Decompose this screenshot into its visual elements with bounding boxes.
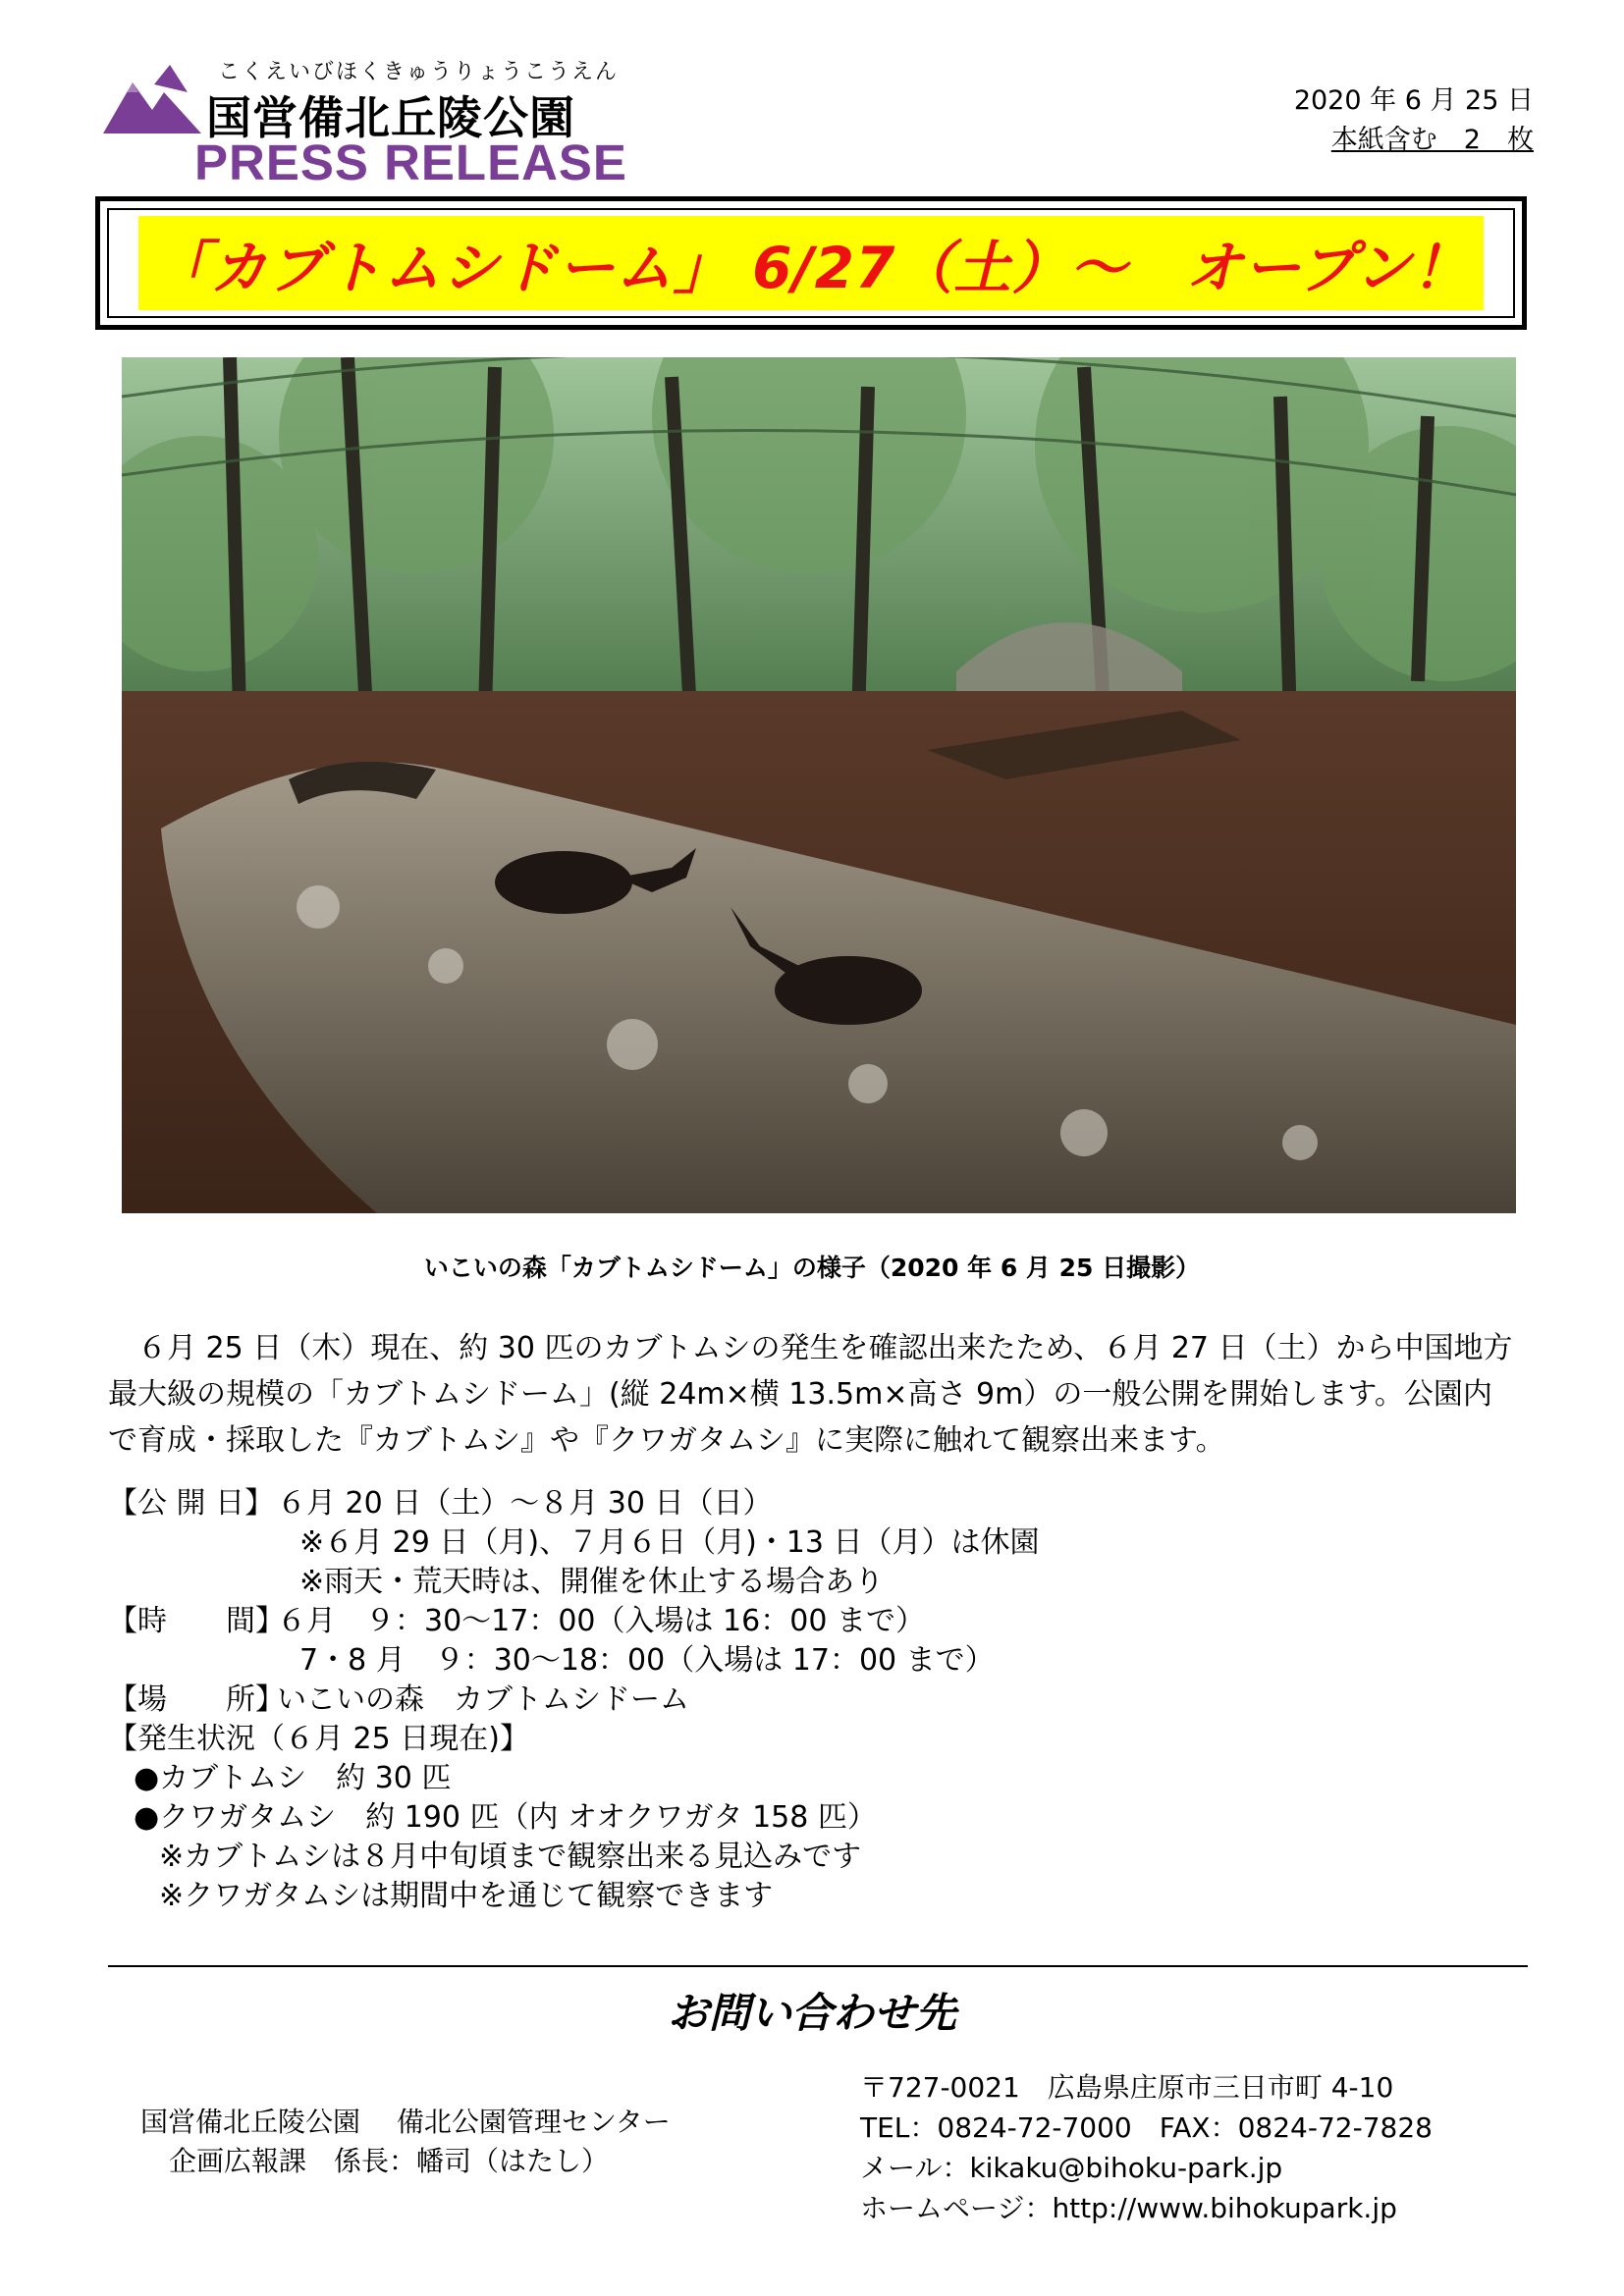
open-dates-label: 【公 開 日】 — [108, 1486, 275, 1521]
intro-line: で育成・採取した『カブトムシ』や『クワガタムシ』に実際に触れて観察出来ます。 — [108, 1423, 1225, 1458]
beetle-dome-photo — [122, 357, 1516, 1213]
beetle-note: ※カブトムシは８月中旬頃まで観察出来る見込みです — [159, 1840, 862, 1874]
divider — [108, 1965, 1528, 1967]
contact-organization: 国営備北丘陵公園 備北公園管理センター — [140, 2106, 671, 2138]
press-release-label: PRESS RELEASE — [194, 134, 627, 190]
page-count: 本紙含む 2 枚 — [1330, 125, 1534, 155]
headline: 「カブトムシドーム」 6/27（土）～ オープン！ — [138, 216, 1484, 310]
park-name-furigana: こくえいびほくきゅうりょうこうえん — [218, 60, 620, 84]
intro-paragraph — [108, 1325, 1532, 1464]
stag-beetle-note: ※クワガタムシは期間中を通じて観察できます — [159, 1879, 774, 1913]
park-name: 国営備北丘陵公園 — [206, 91, 575, 144]
hours-row — [108, 1602, 1532, 1641]
place-row — [108, 1681, 1532, 1720]
contact-tel-fax: TEL：0824-72-7000 FAX：0824-72-7828 — [860, 2111, 1433, 2144]
open-dates-value: ６月 20 日（土）～８月 30 日（日） — [277, 1486, 773, 1521]
intro-line: ６月 25 日（木）現在、約 30 匹のカブトムシの発生を確認出来たため、６月 27 日（土）から中国地方 — [108, 1331, 1513, 1365]
status-label: 【発生状況（６月 25 日現在)】 — [108, 1722, 529, 1756]
place-label: 【場 所】 — [108, 1682, 285, 1717]
contact-email: メール：kikaku@bihoku-park.jp — [860, 2152, 1283, 2184]
weather-note: ※雨天・荒天時は、開催を休止する場合あり — [299, 1565, 885, 1599]
photo-caption: いこいの森「カブトムシドーム」の様子（2020 年 6 月 25 日撮影） — [423, 1254, 1201, 1282]
park-logo-mountains-icon — [103, 63, 201, 133]
hours-june: ６月 ９：30～17：00（入場は 16：00 まで） — [277, 1604, 925, 1638]
hours-label: 【時 間】 — [108, 1604, 285, 1638]
headline-inner-frame — [107, 208, 1515, 318]
closed-days-note: ※６月 29 日（月)、７月６日（月)・13 日（月）は休園 — [299, 1525, 1040, 1560]
contact-address: 〒727-0021 広島県庄原市三日市町 4-10 — [860, 2071, 1394, 2104]
place-value: いこいの森 カブトムシドーム — [277, 1682, 689, 1717]
contact-website: ホームページ：http://www.bihokupark.jp — [860, 2192, 1397, 2224]
event-info — [108, 1484, 1532, 1916]
contact-person: 企画広報課 係長：幡司（はたし） — [169, 2145, 610, 2177]
hours-july-august: 7・8 月 ９：30～18：00（入場は 17：00 まで） — [299, 1643, 995, 1678]
headline-frame — [95, 196, 1527, 330]
open-dates-row — [108, 1484, 1532, 1523]
release-date: 2020 年 6 月 25 日 — [1293, 85, 1534, 116]
status-stag-beetle: ●クワガタムシ 約 190 匹（内 オオクワガタ 158 匹） — [134, 1800, 877, 1835]
intro-line: 最大級の規模の「カブトムシドーム」(縦 24m×横 13.5m×高さ 9m）の一般公開を開始します。公園内 — [108, 1377, 1492, 1412]
contact-details — [860, 2067, 1433, 2228]
status-beetle: ●カブトムシ 約 30 匹 — [134, 1761, 452, 1795]
contact-title: お問い合わせ先 — [667, 1989, 956, 2037]
